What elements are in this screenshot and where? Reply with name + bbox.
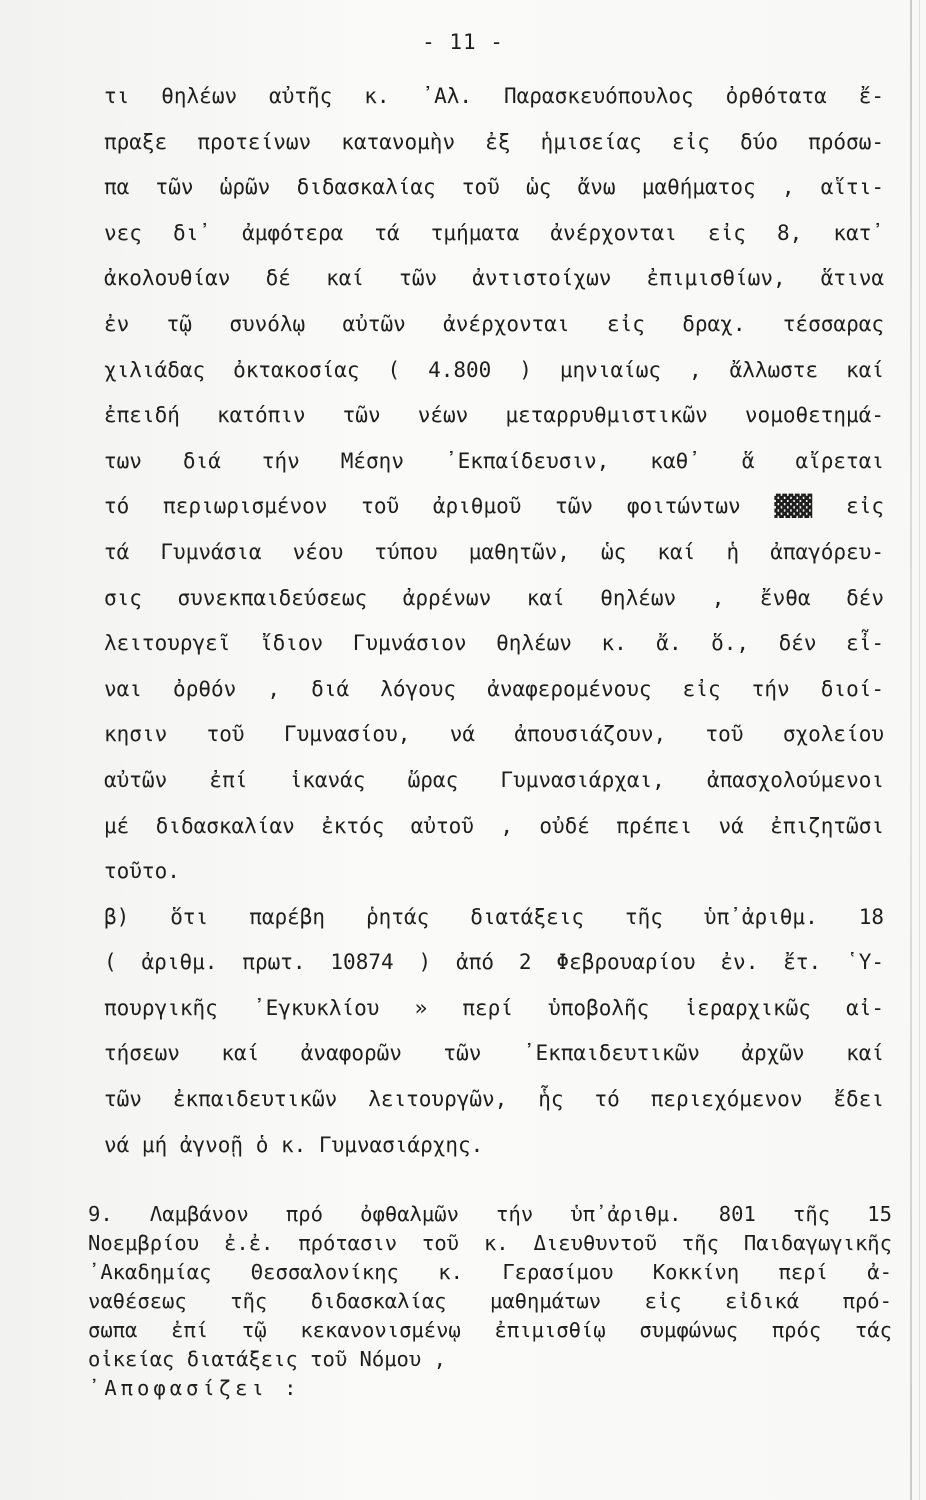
text-line: κησιν τοῦ Γυμνασίου, νά ἀπουσιάζουν, τοῦ σχολείου bbox=[104, 722, 884, 747]
page-number: - 11 - bbox=[422, 30, 504, 54]
text-line: τι θηλέων αὐτῆς κ. ᾿Αλ. Παρασκευόπουλος ὀρθότατα ἔ- bbox=[104, 84, 884, 108]
text-line: μέ διδασκαλίαν ἐκτός αὐτοῦ , οὐδέ πρέπει νά ἐπιζητῶσι bbox=[104, 813, 884, 838]
text-line: πα τῶν ὡρῶν διδασκαλίας τοῦ ὡς ἄνω μαθήματος , αἵτι- bbox=[104, 175, 884, 200]
text-line: ( ἀριθμ. πρωτ. 10874 ) ἀπό 2 Φεβρουαρίου ἐν. ἔτ. ῾Υ- bbox=[104, 950, 884, 975]
text-line: β) ὅτι παρέβη ῥητάς διατάξεις τῆς ὑπ᾿ἀριθμ. 18 bbox=[104, 904, 884, 929]
text-line: ἐπειδή κατόπιν τῶν νέων μεταρρυθμιστικῶν νομοθετημά- bbox=[104, 403, 884, 428]
text-line: τῶν ἐκπαιδευτικῶν λειτουργῶν, ἧς τό περιεχόμενον ἔδει bbox=[104, 1087, 884, 1112]
text-line: ναι ὀρθόν , διά λόγους ἀναφερομένους εἰς τήν διοί- bbox=[104, 676, 884, 701]
text-line: των διά τήν Μέσην ᾿Εκπαίδευσιν, καθ᾿ ἅ αἴρεται bbox=[104, 448, 884, 473]
text-line: τοῦτο. bbox=[104, 859, 180, 884]
decision-heading: ᾿Αποφασίζει : bbox=[88, 1376, 301, 1400]
text-line: ἐν τῷ συνόλῳ αὐτῶν ἀνέρχονται εἰς δραχ. τέσσαρας bbox=[104, 311, 884, 336]
text-line: σις συνεκπαιδεύσεως ἀρρένων καί θηλέων , ἔνθα δέν bbox=[104, 585, 884, 610]
text-line: ᾿Ακαδημίας Θεσσαλονίκης κ. Γερασίμου Κοκκίνη περί ἀ- bbox=[88, 1260, 892, 1284]
text-line: ναθέσεως τῆς διδασκαλίας μαθημάτων εἰς εἰδικά πρό- bbox=[88, 1289, 892, 1313]
text-line: νες δι᾿ ἀμφότερα τά τμήματα ἀνέρχονται εἰς 8, κατ᾿ bbox=[104, 220, 884, 245]
text-line: πραξε προτείνων κατανομὴν ἐξ ἡμισείας εἰς δύο πρόσω- bbox=[104, 129, 884, 154]
text-line: αὐτῶν ἐπί ἱκανάς ὥρας Γυμνασιάρχαι, ἀπασχολούμενοι bbox=[104, 767, 884, 792]
text-line: πουργικῆς ᾿Εγκυκλίου » περί ὑποβολῆς ἱεραρχικῶς αἰ- bbox=[104, 995, 884, 1020]
item-9-text-block bbox=[88, 1200, 892, 1403]
text-line: νά μή ἀγνοῇ ὁ κ. Γυμνασιάρχης. bbox=[104, 1132, 484, 1157]
text-line: Νοεμβρίου ἐ.ἐ. πρότασιν τοῦ κ. Διευθυντοῦ τῆς Παιδαγωγικῆς bbox=[88, 1231, 892, 1255]
text-line: τήσεων καί ἀναφορῶν τῶν ᾿Εκπαιδευτικῶν ἀρχῶν καί bbox=[104, 1041, 884, 1066]
text-line: λειτουργεῖ ἴδιον Γυμνάσιον θηλέων κ. ἄ. ὅ., δέν εἶ- bbox=[104, 631, 884, 656]
page-edge-line bbox=[919, 0, 920, 1500]
page-edge-shadow bbox=[910, 0, 912, 1500]
text-line: 9. Λαμβάνον πρό ὀφθαλμῶν τήν ὑπ᾿ἀριθμ. 801 τῆς 15 bbox=[88, 1202, 892, 1226]
text-line: οἰκείας διατάξεις τοῦ Νόμου , bbox=[88, 1347, 446, 1371]
main-text-block bbox=[104, 74, 884, 1168]
text-line: σωπα ἐπί τῷ κεκανονισμένῳ ἐπιμισθίῳ συμφώνως πρός τάς bbox=[88, 1318, 892, 1342]
text-line: χιλιάδας ὀκτακοσίας ( 4.800 ) μηνιαίως , ἄλλωστε καί bbox=[104, 357, 884, 382]
text-line: ἀκολουθίαν δέ καί τῶν ἀντιστοίχων ἐπιμισθίων, ἅτινα bbox=[104, 266, 884, 291]
text-line: τό περιωρισμένον τοῦ ἀριθμοῦ τῶν φοιτώντων ▓▓▓ εἰς bbox=[104, 494, 884, 519]
text-line: τά Γυμνάσια νέου τύπου μαθητῶν, ὡς καί ἡ ἀπαγόρευ- bbox=[104, 539, 884, 564]
